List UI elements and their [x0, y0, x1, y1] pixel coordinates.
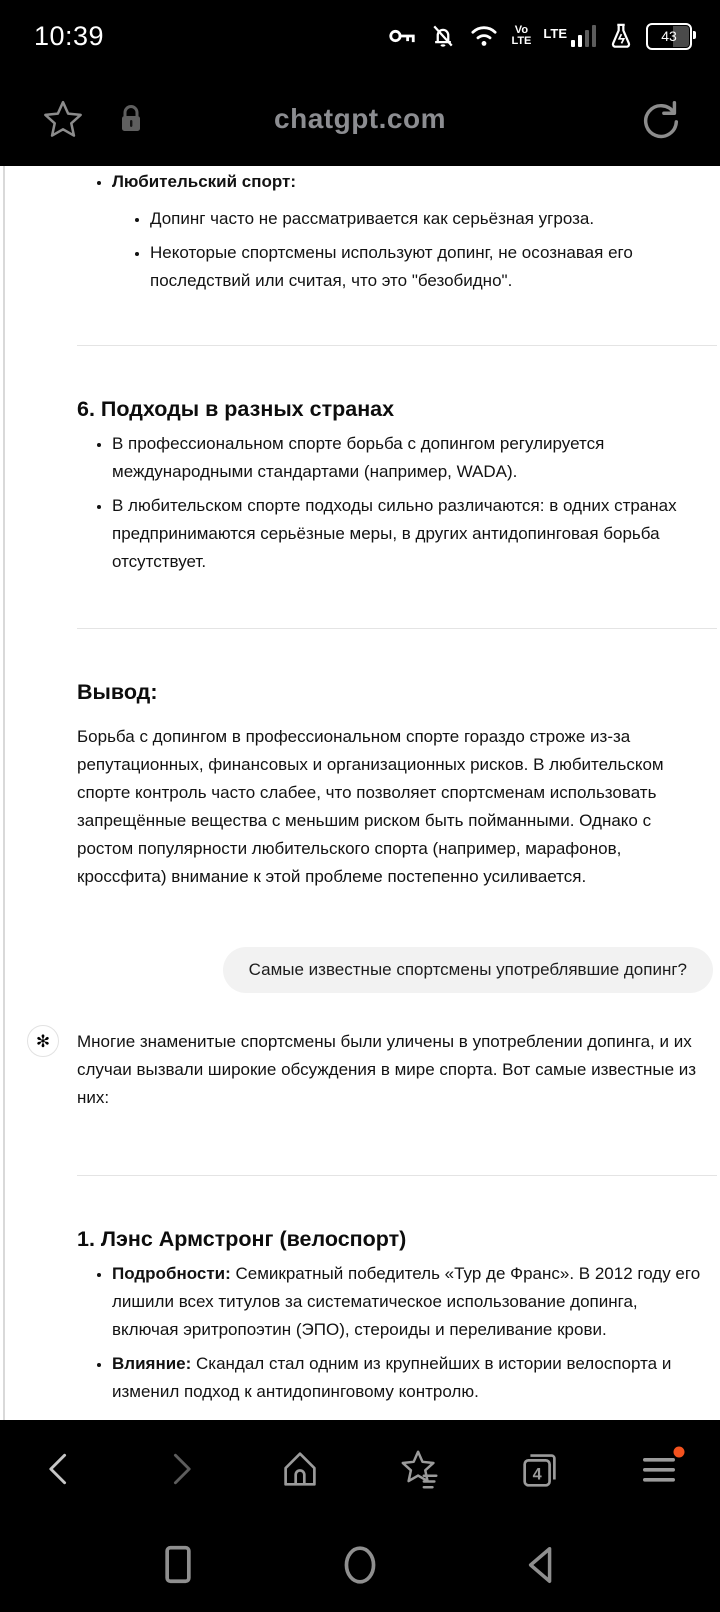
lock-icon[interactable]: [116, 103, 146, 135]
bookmark-star-icon[interactable]: [42, 98, 84, 140]
address-url[interactable]: chatgpt.com: [274, 103, 446, 134]
chatgpt-logo-avatar: [27, 1025, 59, 1057]
battery-saver-flask-icon: [608, 22, 634, 50]
section-heading: 6. Подходы в разных странах: [77, 397, 395, 421]
back-nav-button[interactable]: [492, 1517, 592, 1612]
chat-content[interactable]: [0, 166, 720, 1420]
list-item: [112, 168, 704, 295]
assistant-message-row: [35, 1028, 704, 1112]
list-item: • В профессиональном спорте борьба с допингом регулируется международными стандартами (например, WADA).: [112, 430, 704, 486]
menu-button[interactable]: [600, 1420, 720, 1517]
openai-logo-icon: ✻: [35, 1031, 51, 1051]
list-item-label: Любительский спорт:: [112, 172, 297, 191]
conclusion-heading: Вывод:: [77, 680, 158, 704]
key-icon: [387, 21, 417, 51]
menu-notification-dot: [674, 1446, 685, 1457]
conclusion-paragraph: Борьба с допингом в профессиональном спорте гораздо строже из-за репутационных, финансовых и организационных рисков. В любительском спорте контроль часто слабее, что позволяет спортсменам использовать запрещённые вещества с меньшим риском быть пойманными. Однако с ростом популярности любительского спорта (например, марафонов, кроссфита) внимание к этой проблеме постепенно усиливается.: [77, 727, 664, 886]
forward-button[interactable]: [120, 1420, 240, 1517]
content-edge-line: [3, 166, 5, 1420]
amateur-sport-sublist: [112, 205, 704, 295]
tab-count: 4: [532, 1465, 542, 1484]
athlete-heading: 1. Лэнс Армстронг (велоспорт): [77, 1227, 407, 1251]
tabs-button[interactable]: [480, 1420, 600, 1517]
home-nav-button[interactable]: [310, 1517, 410, 1612]
list-item: • Подробности: Семикратный победитель «Тур де Франс». В 2012 году его лишили всех титулов за систематическое использование допинга, включая эритропоэтин (ЭПО), стероиды и переливание крови.: [112, 1260, 704, 1344]
user-message-bubble: Самые известные спортсмены употреблявшие допинг?: [223, 947, 713, 993]
browser-url-bar: [0, 72, 720, 166]
battery-icon: 43: [646, 23, 692, 50]
user-message-row: [77, 947, 713, 993]
home-button[interactable]: [240, 1420, 360, 1517]
wifi-icon: [469, 23, 499, 49]
status-icons: [387, 21, 692, 51]
section-divider: [77, 1175, 717, 1176]
status-bar: [0, 0, 720, 72]
android-navigation-bar: [0, 1517, 720, 1612]
amateur-sport-list: [77, 168, 704, 295]
browser-toolbar: [0, 1420, 720, 1517]
list-item: • Влияние: Скандал стал одним из крупнейших в истории велоспорта и изменил подход к антидопинговому контролю.: [112, 1350, 704, 1406]
assistant-intro-paragraph: Многие знаменитые спортсмены были уличены в употреблении допинга, и их случаи вызвали широкие обсуждения в мире спорта. Вот самые известные из них:: [77, 1032, 697, 1107]
section6-list: [77, 430, 704, 576]
refresh-icon[interactable]: [638, 96, 684, 142]
back-button[interactable]: [0, 1420, 120, 1517]
volte-indicator: Vo LTE: [511, 24, 532, 47]
section-divider: [77, 628, 717, 629]
clock: 10:39: [34, 20, 105, 51]
notifications-off-icon: [429, 22, 457, 50]
cellular-signal-icon: LTE: [543, 25, 596, 47]
bookmarks-button[interactable]: [360, 1420, 480, 1517]
list-item-label: Влияние:: [112, 1354, 192, 1373]
recents-button[interactable]: [128, 1517, 228, 1612]
list-item: • Допинг часто не рассматривается как серьёзная угроза.: [150, 205, 704, 233]
list-item: • Некоторые спортсмены используют допинг, не осознавая его последствий или считая, что это "безобидно".: [150, 239, 704, 295]
athlete-details-list: [77, 1260, 704, 1406]
section-divider: [77, 345, 717, 346]
list-item-label: Подробности:: [112, 1264, 231, 1283]
list-item: • В любительском спорте подходы сильно различаются: в одних странах предпринимаются серьёзные меры, в других антидопинговая борьба отсутствует.: [112, 492, 704, 576]
